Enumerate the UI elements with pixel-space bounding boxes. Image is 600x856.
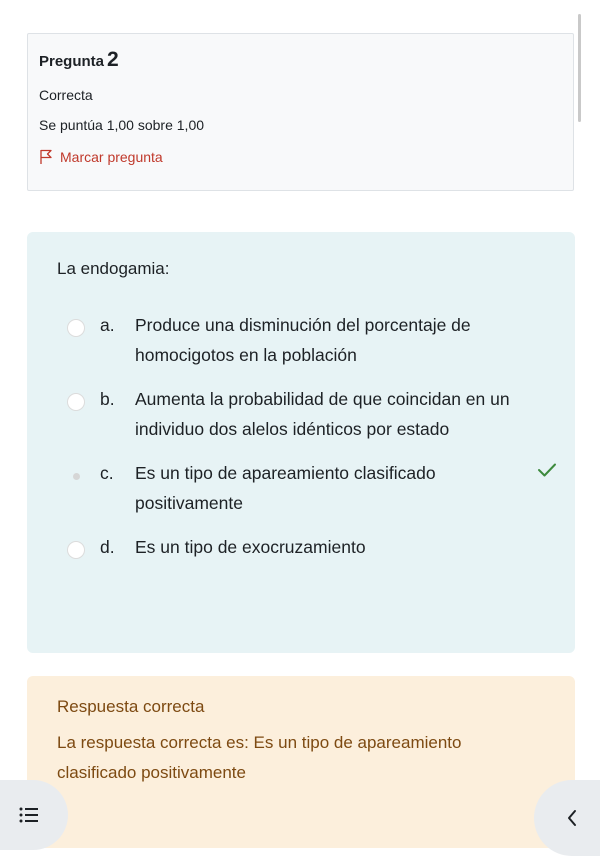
flag-question-label: Marcar pregunta bbox=[60, 149, 163, 165]
correct-check-icon bbox=[537, 462, 557, 478]
drawer-toggle-button[interactable] bbox=[534, 780, 600, 856]
flag-icon bbox=[39, 149, 53, 165]
question-grade: Se puntúa 1,00 sobre 1,00 bbox=[39, 117, 205, 133]
answer-letter: d. bbox=[100, 537, 115, 557]
answer-radio-c[interactable] bbox=[67, 467, 85, 485]
question-number: 2 bbox=[107, 48, 119, 71]
answer-text: Es un tipo de apareamiento clasificado positivamente bbox=[135, 463, 436, 513]
answer-text: Es un tipo de exocruzamiento bbox=[135, 537, 366, 557]
feedback-text: La respuesta correcta es: Es un tipo de apareamiento clasificado positivamente bbox=[57, 733, 462, 782]
answer-letter: a. bbox=[100, 315, 115, 335]
scrollbar[interactable] bbox=[578, 14, 581, 122]
question-text: La endogamia: bbox=[57, 259, 170, 278]
chevron-left-icon bbox=[566, 808, 578, 828]
question-state: Correcta bbox=[39, 87, 93, 103]
answer-list bbox=[57, 310, 545, 562]
answer-option-b[interactable] bbox=[57, 384, 545, 444]
answer-radio-d[interactable] bbox=[67, 541, 85, 559]
flag-question-link[interactable] bbox=[39, 148, 561, 166]
answer-letter: b. bbox=[100, 389, 115, 409]
answer-option-d[interactable] bbox=[57, 532, 545, 562]
answer-text: Aumenta la probabilidad de que coincidan en un individuo dos alelos idénticos por estado bbox=[135, 389, 510, 439]
feedback-box bbox=[27, 676, 575, 848]
answer-letter: c. bbox=[100, 463, 114, 483]
answer-option-c[interactable] bbox=[57, 458, 545, 518]
answer-option-a[interactable] bbox=[57, 310, 545, 370]
quiz-navigation-button[interactable] bbox=[0, 780, 68, 850]
answer-text: Produce una disminución del porcentaje de homocigotos en la población bbox=[135, 315, 471, 365]
list-icon bbox=[19, 807, 39, 823]
question-info-box bbox=[27, 33, 574, 191]
answer-radio-b[interactable] bbox=[67, 393, 85, 411]
question-label: Pregunta bbox=[39, 53, 105, 70]
answer-radio-a[interactable] bbox=[67, 319, 85, 337]
question-formulation bbox=[27, 232, 575, 653]
feedback-title: Respuesta correcta bbox=[57, 697, 205, 716]
question-title bbox=[39, 48, 561, 74]
